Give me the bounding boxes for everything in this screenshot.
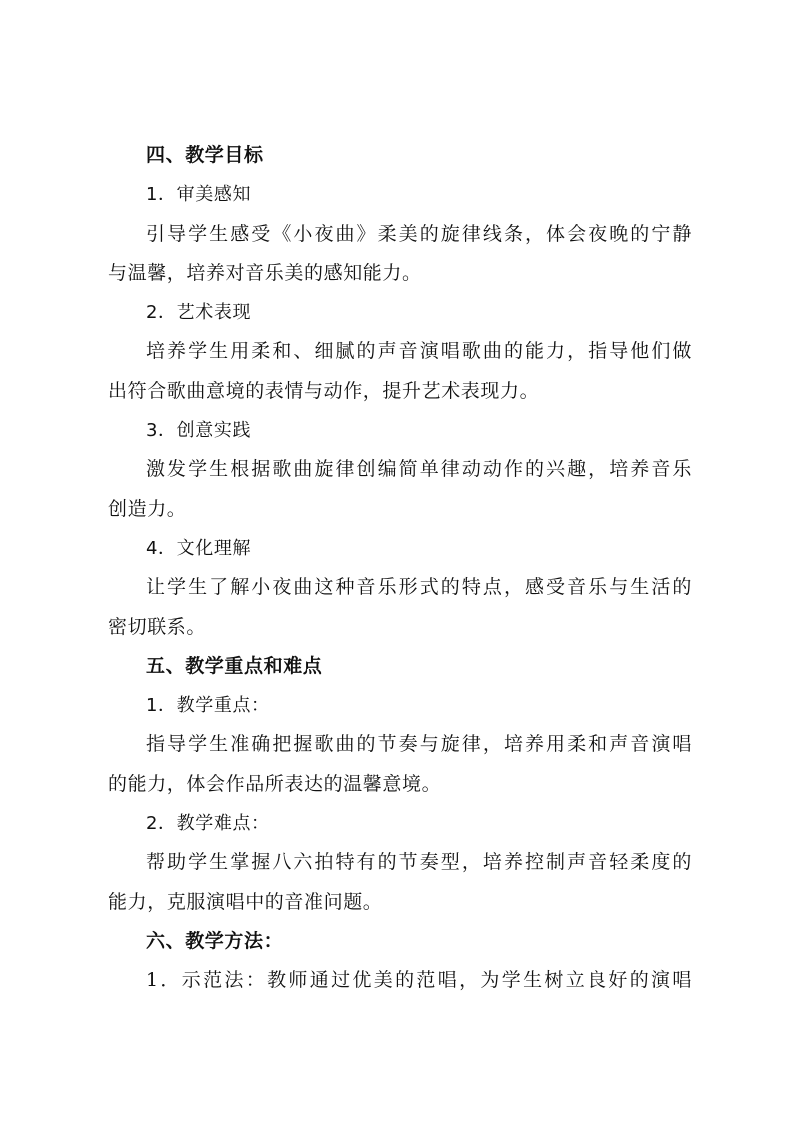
paragraph-line: 激发学生根据歌曲旋律创编简单律动动作的兴趣，培养音乐: [146, 458, 692, 481]
section-heading: 五、教学重点和难点: [146, 654, 323, 677]
item-label: 1．教学重点：: [146, 695, 270, 717]
paragraph-line: 培养学生用柔和、细腻的声音演唱歌曲的能力，指导他们做: [146, 340, 692, 363]
paragraph-line: 的能力，体会作品所表达的温馨意境。: [108, 772, 442, 795]
paragraph-line: 指导学生准确把握歌曲的节奏与旋律，培养用柔和声音演唱: [146, 733, 692, 756]
paragraph-line: 与温馨，培养对音乐美的感知能力。: [108, 261, 422, 284]
item-label: 2．教学难点：: [146, 813, 270, 835]
paragraph-line: 帮助学生掌握八六拍特有的节奏型，培养控制声音轻柔度的: [146, 851, 692, 874]
item-label: 3．创意实践: [146, 420, 252, 442]
paragraph-line: 创造力。: [108, 497, 187, 520]
paragraph-line: 让学生了解小夜曲这种音乐形式的特点，感受音乐与生活的: [146, 576, 692, 599]
item-label: 1．示范法：教师通过优美的范唱，为学生树立良好的演唱: [146, 969, 692, 992]
section-heading: 六、教学方法：: [146, 929, 284, 952]
item-label: 4．文化理解: [146, 537, 252, 559]
item-label: 1．审美感知: [146, 184, 252, 206]
paragraph-line: 引导学生感受《小夜曲》柔美的旋律线条，体会夜晚的宁静: [146, 222, 692, 245]
paragraph-line: 出符合歌曲意境的表情与动作，提升艺术表现力。: [108, 379, 540, 402]
document-body: [108, 136, 692, 1001]
paragraph-line: 能力，克服演唱中的音准问题。: [108, 890, 383, 913]
item-label: 2．艺术表现: [146, 302, 252, 324]
section-heading: 四、教学目标: [146, 144, 264, 166]
paragraph-line: 密切联系。: [108, 615, 207, 638]
